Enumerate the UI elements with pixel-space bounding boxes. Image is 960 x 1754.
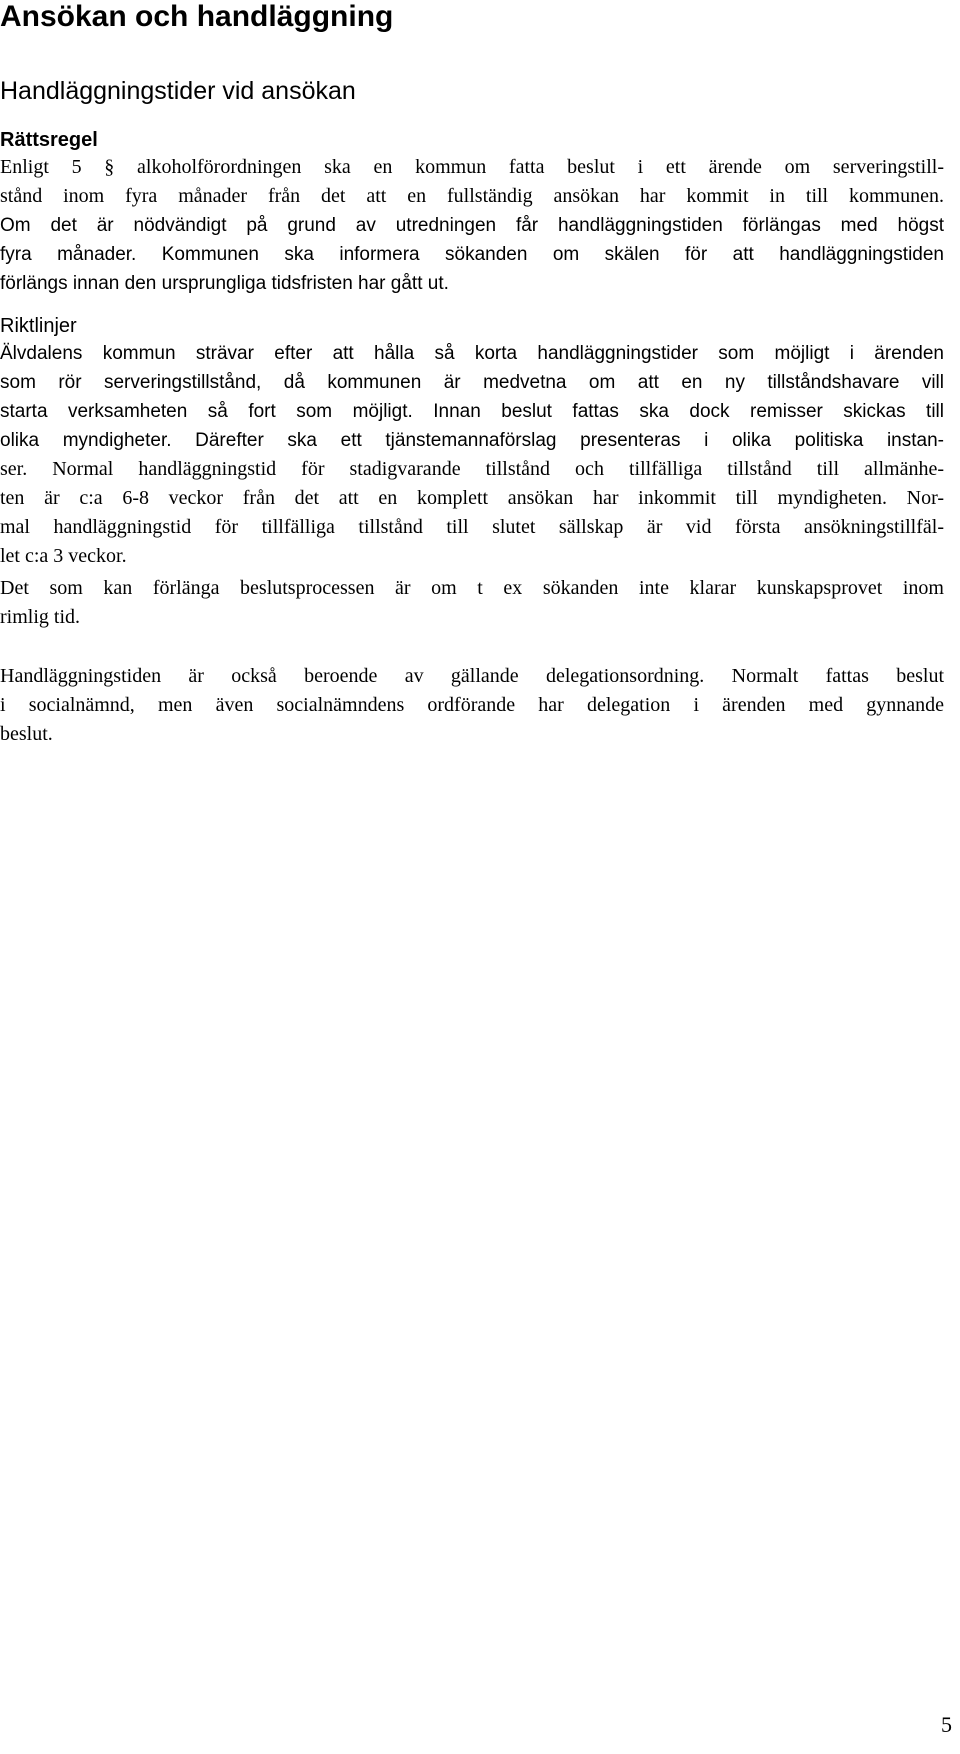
section-heading-rattsregel: Rättsregel [0, 129, 98, 151]
text-line: olika myndigheter. Därefter ska ett tjänstemannaförslag presenteras i olika politiska instan- [0, 430, 944, 451]
text-line: let c:a 3 veckor. [0, 545, 127, 567]
text-line: fyra månader. Kommunen ska informera sökanden om skälen för att handläggningstiden [0, 244, 944, 265]
text-line: stånd inom fyra månader från det att en fullständig ansökan har kommit in till kommunen. [0, 185, 944, 207]
text-line: mal handläggningstid för tillfälliga tillstånd till slutet sällskap är vid första ansökningstillfäl- [0, 516, 944, 538]
text-line: Om det är nödvändigt på grund av utredningen får handläggningstiden förlängas med högst [0, 215, 944, 236]
text-line: beslut. [0, 723, 53, 745]
page-subtitle: Handläggningstider vid ansökan [0, 77, 356, 105]
text-line: i socialnämnd, men även socialnämndens ordförande har delegation i ärenden med gynnande [0, 694, 944, 716]
text-line: som rör serveringstillstånd, då kommunen är medvetna om att en ny tillståndshavare vill [0, 372, 944, 393]
paragraph-delegationsordning [0, 662, 944, 749]
text-line: ser. Normal handläggningstid för stadigvarande tillstånd och tillfälliga tillstånd till allmänhe- [0, 458, 944, 480]
text-line: Älvdalens kommun strävar efter att hålla så korta handläggningstider som möjligt i ärenden [0, 343, 944, 364]
text-line: förlängs innan den ursprungliga tidsfristen har gått ut. [0, 273, 449, 294]
section-heading-riktlinjer: Riktlinjer [0, 315, 77, 337]
text-line: ten är c:a 6-8 veckor från det att en komplett ansökan har inkommit till myndigheten. Nor- [0, 487, 944, 509]
paragraph-rattsregel [0, 153, 944, 298]
page-number: 5 [941, 1712, 952, 1737]
paragraph-beslutsprocess [0, 574, 944, 632]
page-title: Ansökan och handläggning [0, 0, 394, 33]
text-line: starta verksamheten så fort som möjligt. Innan beslut fattas ska dock remisser skickas till [0, 401, 944, 422]
paragraph-riktlinjer [0, 339, 944, 571]
text-line: Det som kan förlänga beslutsprocessen är om t ex sökanden inte klarar kunskapsprovet inom [0, 577, 944, 599]
text-line: Handläggningstiden är också beroende av gällande delegationsordning. Normalt fattas beslut [0, 665, 944, 687]
text-line: Enligt 5 § alkoholförordningen ska en kommun fatta beslut i ett ärende om serveringstill- [0, 156, 944, 178]
text-line: rimlig tid. [0, 606, 80, 628]
